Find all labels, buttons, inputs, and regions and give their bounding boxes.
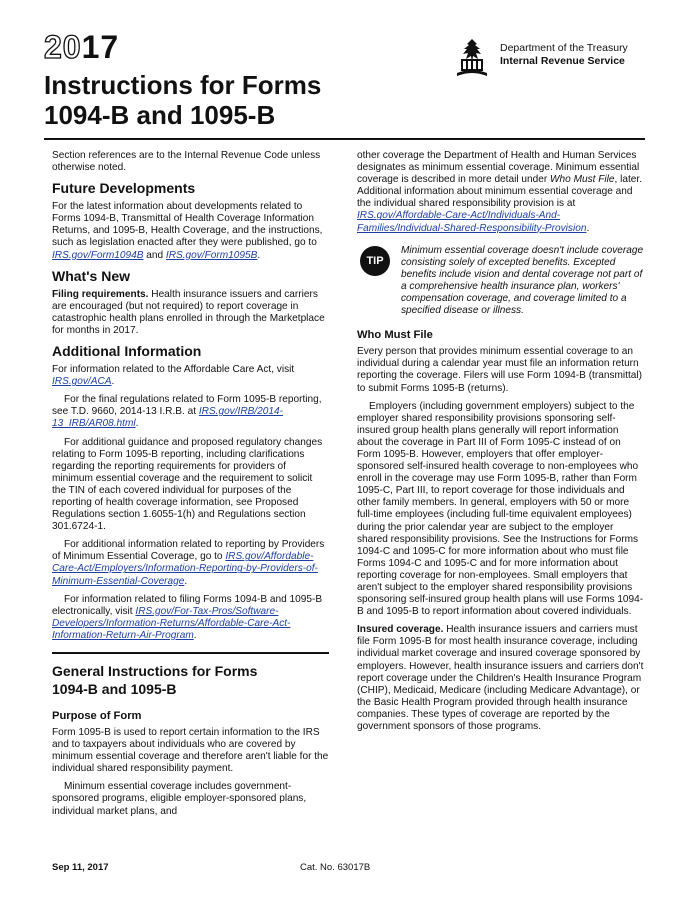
aca-link[interactable]: IRS.gov/ACA — [52, 376, 112, 388]
insured-coverage-paragraph: Insured coverage. Health insurance issuers and carriers must file Form 1095-B for most health insurance coverage, including individual market coverage and insured coverage sponsored by employers. However, health insurance issuers and carriers don't report coverage under the Children's Health Insurance Program (CHIP), Medicaid, Medicare (including Medicare Advantage), or the Basic Health Program provided through health insurance companies. These types of coverage are reported by the government sponsors of those programs. — [357, 624, 644, 733]
aca-paragraph: For information related to the Affordable Care Act, visit IRS.gov/ACA. — [52, 364, 295, 388]
whats-new-heading: What's New — [52, 267, 131, 284]
tip-text: Minimum essential coverage doesn't include coverage consisting solely of excepted benefits. Excepted benefits include vision and dental coverage not part of a comprehensive health insurance plan, workers' compensation coverage, and coverage limited to a specified disease or illness. — [401, 244, 644, 317]
revision-date: Sep 11, 2017 — [52, 862, 109, 873]
who-must-file-heading: Who Must File — [357, 329, 433, 342]
irs-eagle-logo-icon — [453, 37, 491, 77]
form1094b-link[interactable]: IRS.gov/Form1094B — [52, 249, 144, 261]
left-column — [52, 150, 329, 824]
tip-icon: TIP — [360, 246, 390, 276]
future-developments-text: For the latest information about developments related to Forms 1094-B, Transmittal of Health Coverage Information Returns, and 1095-B, Health Coverage, and the instructions, such as legislation enacted after they were published, go to IRS.gov/Form1094B and IRS.gov/Form1095B. — [52, 201, 323, 261]
general-instructions-heading: General Instructions for Forms 1094-B and 1095-B — [52, 663, 258, 697]
providers-paragraph: For additional information related to reporting by Providers of Minimum Essential Coverage, go to IRS.gov/Affordable-Care-Act/Employers/Information-Reporting-by-Providers-of-Minimum-Essential-Coverage. — [52, 539, 325, 587]
year-outline-digits: 20 — [44, 29, 82, 65]
final-regulations-paragraph: For the final regulations related to Form 1095-B reporting, see T.D. 9660, 2014-13 I.R.B. at IRS.gov/IRB/2014-13_IRB/AR08.html. — [52, 394, 322, 430]
shared-responsibility-link[interactable]: IRS.gov/Affordable-Care-Act/Individuals-And-Families/Individual-Shared-Responsibility-Provision — [357, 210, 587, 234]
electronic-filing-paragraph: For information related to filing Forms 1094-B and 1095-B electronically, visit IRS.gov/For-Tax-Pros/Software-Developers/Information-Returns/Affordable-Care-Act-Information-Return-Air-Program. — [52, 593, 323, 641]
title-line-2: 1094-B and 1095-B — [44, 100, 276, 130]
agency-name — [500, 42, 628, 68]
purpose-of-form-heading: Purpose of Form — [52, 710, 142, 722]
title-line-1: Instructions for Forms — [44, 70, 322, 100]
year-solid-digits: 17 — [81, 29, 120, 65]
right-column — [357, 150, 645, 739]
insured-coverage-runin: Insured coverage. — [357, 624, 444, 636]
tip-box — [357, 245, 645, 318]
dept-line-2: Internal Revenue Service — [500, 55, 625, 67]
future-developments-heading: Future Developments — [52, 180, 196, 197]
catalog-number: Cat. No. 63017B — [300, 862, 371, 873]
filing-requirements-text: Filing requirements. Health insurance issuers and carriers are encouraged (but not required) to report coverage in catastrophic health plans enrolled in through the Marketplace for months in 2017. — [52, 288, 325, 336]
form-year — [44, 30, 119, 64]
header-rule — [44, 138, 645, 140]
intro-text: Section references are to the Internal Revenue Code unless otherwise noted. — [52, 150, 321, 174]
page-title — [44, 70, 404, 130]
form1095b-link[interactable]: IRS.gov/Form1095B — [165, 249, 258, 261]
filing-requirements-runin: Filing requirements. — [52, 288, 149, 300]
providers-link[interactable]: IRS.gov/Affordable-Care-Act/Employers/Information-Reporting-by-Providers-of-Minimum-Essential-Coverage — [52, 551, 318, 587]
air-program-link[interactable]: IRS.gov/For-Tax-Pros/Software-Developers/Information-Returns/Affordable-Care-Act-Information-Return-Air-Program — [52, 605, 291, 641]
additional-information-heading: Additional Information — [52, 343, 202, 360]
coverage-continued-paragraph: other coverage the Department of Health and Human Services designates as minimum essential coverage. Minimum essential coverage is described in more detail under Who Must File, later. Additional information about minimum essential coverage and the individual shared responsibility provision is at IRS.gov/Affordable-Care-Act/Individuals-And-Families/Individual-Shared-Responsibility-Provision. — [357, 150, 643, 234]
irb-link[interactable]: IRS.gov/IRB/2014-13_IRB/AR08.html — [52, 406, 283, 430]
guidance-paragraph: For additional guidance and proposed regulatory changes relating to Form 1095-B reporting, including clarifications regarding the reporting requirements for providers of minimum essential coverage and the requirement to solicit the TIN of each covered individual for purposes of the reporting of health coverage information, see Proposed Regulations section 1.6055-1(h) and Regulations section 301.6724-1. — [52, 436, 323, 533]
who-must-file-paragraph-1: Every person that provides minimum essential coverage to an individual during a calendar year must file an information return reporting the coverage. Filers will use Form 1094-B (transmittal) to submit Forms 1095-B (returns). — [357, 346, 642, 394]
section-rule — [52, 652, 329, 654]
purpose-paragraph-2: Minimum essential coverage includes government-sponsored programs, eligible employer-sponsored plans, individual market plans, and — [52, 781, 307, 817]
who-must-file-paragraph-2: Employers (including government employers) subject to the employer shared responsibility provisions sponsoring self-insured group health plans generally will report information about the coverage in Part III of Form 1095-C instead of on Form 1095-B. However, employers that offer employer-sponsored self-insured health coverage to non-employees who enroll in the coverage may use Form 1095-B, rather than Form 1095-C, Part III, to report coverage for those individuals and other family members. In general, employers with 50 or more full-time employees (including full-time equivalent employees) during the prior calendar year are subject to the employer shared responsibility provisions. See the Instructions for Forms 1094-C and 1095-C for more information about who must file Forms 1094-C and 1095-C and for more information about reporting coverage for non-employees. Small employers that aren't subject to the employer shared responsibility provisions sponsoring self-insured group health plans will use Forms 1094-B and 1095-B to report information about covered individuals. — [357, 400, 644, 618]
purpose-paragraph-1: Form 1095-B is used to report certain information to the IRS and to taxpayers about individuals who are covered by minimum essential coverage and therefore aren't liable for the individual shared responsibility payment. — [52, 727, 329, 775]
dept-line-1: Department of the Treasury — [500, 42, 628, 54]
